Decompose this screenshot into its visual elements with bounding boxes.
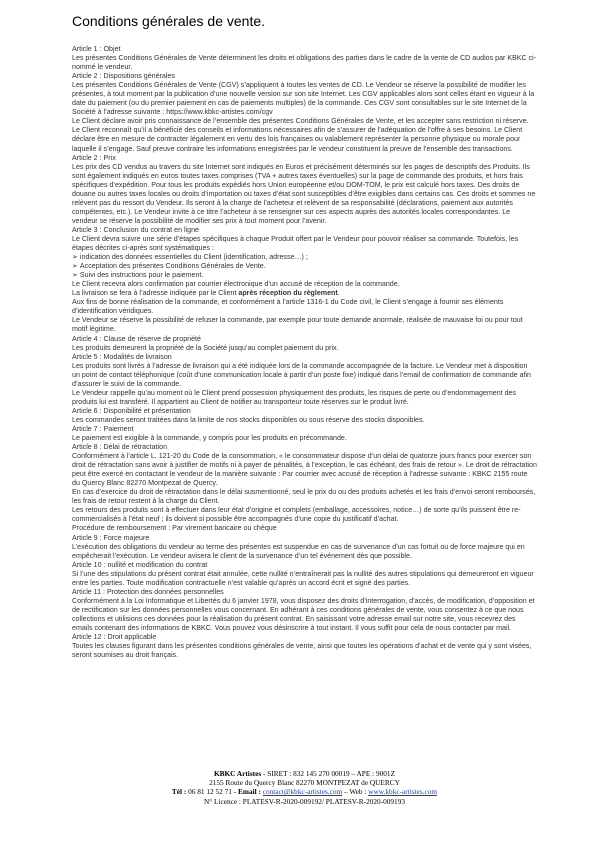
line-text: Si l’une des stipulations du présent contrat était annulée, cette nullité n’entraînerait pas la nullité des autres stipulations qui demeureront en vigueur entre les parties. Toute modification contractuelle n’est valable qu’après un accord écrit et signé des parties. <box>72 569 534 587</box>
line-text: Les présentes Conditions Générales de Vente (CGV) s’appliquent à toutes les ventes de CD. Le Vendeur se réserve la possibilité de modifier les présentes, à tout moment par la publication d’une nouvelle version sur son site Internet. Les CGV applicables alors sont celles étant en vigueur à la date du paiement (ou du premier paiement en cas de paiements multiples) de la commande. Ces CGV sont consultables sur le site Internet de la Société à l’adresse suivante : https://www.kbkc-artistes.com/cgv <box>72 81 535 117</box>
paragraph <box>72 163 537 226</box>
line-text: Article 2 : Dispositions générales <box>72 72 175 81</box>
company-siret: - SIRET : 832 145 270 00019 – APE : 9001Z <box>261 769 396 778</box>
page-title: Conditions générales de vente. <box>72 13 266 29</box>
company-footer <box>72 769 537 806</box>
paragraph <box>72 506 537 524</box>
paragraph <box>72 316 537 334</box>
website-link[interactable]: www.kbkc-artistes.com <box>368 787 438 797</box>
line-text: Conformément à l’article L. 121-20 du Code de la consommation, « le consommateur dispose d’un délai de quatorze jours francs pour exercer son droit de rétractation sans avoir à justifier de motifs ni à payer de pénalités, à l’exception, le cas échéant, des frais de retour ». Le droit de rétractation peut être exercé en contactant le vendeur de la manière suivante : Par courrier avec accusé de réception à l’adresse suivante : KBKC 2155 route du Quercy Blanc 82270 Montpezat de Quercy. <box>72 452 537 488</box>
bullet-item <box>72 253 537 262</box>
line-text: Les prix des CD vendus au travers du site Internet sont indiqués en Euros et précisément déterminés sur les pages de descriptifs des Produits. Ils sont également indiqués en euros toutes taxes comprises (TVA + autres taxes éventuelles) sur la page de commande des produits, et hors frais spécifiques d’expédition. Pour tous les produits expédiés hors Union européenne et/ou DOM-TOM, le prix est calculé hors taxes. Des droits de douane ou autres taxes locales ou droits d’importation ou taxes d’état sont susceptibles d’être exigibles dans certains cas. Ces droits et sommes ne relèvent pas du ressort du Vendeur. Ils seront à la charge de l’acheteur et relèvent de sa responsabilité (déclarations, paiement aux autorités compétentes, etc.). Le Vendeur invite à ce titre l’acheteur à se renseigner sur ces aspects auprès des autorités locales correspondantes. Le vendeur se réserve la possibilité de modifier ses prix à tout moment pour l’avenir. <box>72 162 536 225</box>
bullet-item <box>72 271 537 280</box>
tel-label: Tél : <box>171 787 187 797</box>
line-text: Suivi des instructions pour le paiement. <box>79 271 204 280</box>
article-heading <box>72 45 537 54</box>
paragraph <box>72 289 537 298</box>
paragraph <box>72 344 537 353</box>
paragraph <box>72 488 537 506</box>
article-heading <box>72 425 537 434</box>
line-text: L’exécution des obligations du vendeur au terme des présentes est suspendue en cas de survenance d’un cas fortuit ou de force majeure qui en empêcherait l’exécution. Le vendeur avisera le client de la survenance d’un tel événement dès que possible. <box>72 542 525 560</box>
paragraph <box>72 434 537 443</box>
line-text: Article 6 : Disponibilité et présentation <box>72 406 191 415</box>
line-text: Le paiement est exigible à la commande, y compris pour les produits en précommande. <box>72 434 347 443</box>
paragraph <box>72 54 537 72</box>
paragraph <box>72 389 537 407</box>
line-text: Procédure de remboursement : Par virement bancaire ou chèque <box>72 524 277 533</box>
paragraph <box>72 570 537 588</box>
line-text: Acceptation des présentes Conditions Générales de Vente. <box>79 262 266 271</box>
line-text: Article 12 : Droit applicable <box>72 633 157 642</box>
article-heading <box>72 588 537 597</box>
line-text: Le Client devra suivre une série d’étapes spécifiques à chaque Produit offert par le Vendeur pour pouvoir réaliser sa commande. Toutefois, les étapes décrites ci-après sont systématiques : <box>72 234 519 253</box>
line-text: Article 9 : Force majeure <box>72 533 150 542</box>
paragraph <box>72 642 537 660</box>
paragraph <box>72 235 537 253</box>
bullet-item <box>72 262 537 271</box>
paragraph <box>72 524 537 533</box>
line-text: En cas d’exercice du droit de rétractation dans le délai susmentionné, seul le prix du ou des produits achetés et les frais d’envoi seront remboursés, les frais de retour restent à la charge du Client. <box>72 488 536 506</box>
line-text: Le Vendeur se réserve la possibilité de refuser la commande, par exemple pour toute demande anormale, réalisée de mauvaise foi ou pour tout motif légitime. <box>72 316 523 334</box>
paragraph <box>72 362 537 389</box>
line-text: Article 1 : Objet <box>72 45 121 53</box>
line-text: indication des données essentielles du Client (identification, adresse…) ; <box>79 253 308 262</box>
article-heading <box>72 335 537 344</box>
web-separator: – Web : <box>342 787 369 797</box>
footer-line-contact <box>72 787 537 796</box>
paragraph <box>72 416 537 425</box>
line-text-after: . <box>337 289 340 298</box>
article-heading <box>72 353 537 362</box>
line-text: Le Vendeur rappelle qu’au moment où le Client prend possession physiquement des produits, les risques de perte ou d’endommagement des produits lui est transféré. Il appartient au Client de notifier au transporteur toute réserves sur le produit livré. <box>72 388 517 406</box>
paragraph <box>72 597 537 633</box>
bold-text: après réception du règlement <box>238 289 338 298</box>
line-text: La livraison se fera à l’adresse indiquée par le Client <box>72 289 239 298</box>
email-label: Email : <box>238 787 261 797</box>
line-text: Le Client déclare avoir pris connaissance de l’ensemble des présentes Conditions Générales de Vente, et les accepter sans restriction ni réserve. Le Client reconnaît qu’il a bénéficié des conseils et informations nécessaires afin de s’assurer de l’adéquation de l’offre à ses besoins. Le Client déclare être en mesure de contracter légalement en vertu des lois françaises ou valablement représenter la personne physique ou morale pour laquelle il s’engage. Sauf preuve contraire les informations enregistrées par le vendeur constituent la preuve de l’ensemble des transactions. <box>72 117 529 153</box>
line-text: Les commandes seront traitées dans la limite de nos stocks disponibles ou sous réserve des stocks disponibles. <box>72 415 425 424</box>
article-heading <box>72 534 537 543</box>
article-heading <box>72 226 537 235</box>
line-text: Conformément à la Loi Informatique et Libertés du 6 janvier 1978, vous disposez des droits d’interrogation, d’accès, de modification, d’opposition et de rectification sur les données personnelles vous concernant. En adhérant à ces conditions générales de vente, vous consentez à ce que nous collections et utilisions ces données pour la réalisation du présent contrat. En saisissant votre adresse email sur notre site, vous recevrez des emails contenant des informations de KBKC. Vous pouvez vous désinscrire à tout instant. Il vous suffit pour cela de nous contacter par mail. <box>72 596 535 632</box>
email-link[interactable]: contact@kbkc-artistes.com <box>262 787 343 797</box>
footer-line-company <box>72 769 537 778</box>
line-text: Article 11 : Protection des données personnelles <box>72 587 224 596</box>
paragraph <box>72 543 537 561</box>
article-heading <box>72 443 537 452</box>
line-text: Les produits demeurent la propriété de la Société jusqu’au complet paiement du prix. <box>72 343 339 352</box>
article-heading <box>72 561 537 570</box>
line-text: Article 10 : nullité et modification du contrat <box>72 560 208 569</box>
line-text: Article 2 : Prix <box>72 153 116 162</box>
line-text: Article 3 : Conclusion du contrat en ligne <box>72 225 199 234</box>
line-text: Toutes les clauses figurant dans les présentes conditions générales de vente, ainsi que toutes les opérations d’achat et de vente qui y sont visées, seront soumises au droit français. <box>72 642 532 660</box>
paragraph <box>72 81 537 117</box>
article-heading <box>72 72 537 81</box>
tel-value: 06 81 12 52 71 - <box>186 787 238 797</box>
paragraph <box>72 117 537 153</box>
line-text: Le Client recevra alors confirmation par courrier électronique d’un accusé de réception de la commande. <box>72 280 400 289</box>
line-text: Article 5 : Modalités de livraison <box>72 352 172 361</box>
article-heading <box>72 407 537 416</box>
footer-address: 2155 Route du Quercy Blanc 82270 MONTPEZAT de QUERCY <box>209 778 400 788</box>
article-heading <box>72 154 537 163</box>
article-heading <box>72 633 537 642</box>
line-text: Les produits sont livrés à l’adresse de livraison qui a été indiquée lors de la commande accompagnée de la facture. Le Vendeur met à disposition un point de contact téléphonique (coût d’une communication locale à partir d’un poste fixe) indiqué dans l’email de confirmation de commande afin d’assurer le suivi de la commande. <box>72 361 532 388</box>
footer-licence: N° Licence : PLATESV-R-2020-009192/ PLATESV-R-2020-009193 <box>203 796 405 806</box>
line-text: Article 7 : Paiement <box>72 424 134 433</box>
line-text: Les retours des produits sont à effectuer dans leur état d’origine et complets (emballage, accessoires, notice…) de sorte qu’ils puissent être re-commercialisés à l’état neuf ; ils doivent si possible être accompagnés d’une copie du justificatif d’achat. <box>72 506 521 524</box>
line-text: Article 4 : Clause de réserve de propriété <box>72 334 201 343</box>
line-text: Article 8 : Délai de rétractation <box>72 443 168 452</box>
line-text: Aux fins de bonne réalisation de la commande, et conformément à l’article 1316-1 du Code civil, le Client s’engage à fournir ses éléments d’identification véridiques. <box>72 298 504 316</box>
paragraph <box>72 452 537 488</box>
company-name: KBKC Artistes <box>213 769 262 778</box>
paragraph <box>72 280 537 289</box>
line-text: Les présentes Conditions Générales de Vente déterminent les droits et obligations des parties dans le cadre de la vente de CD audios par KBKC ci-nommé le vendeur. <box>72 54 537 72</box>
paragraph <box>72 298 537 316</box>
terms-body <box>72 45 537 660</box>
